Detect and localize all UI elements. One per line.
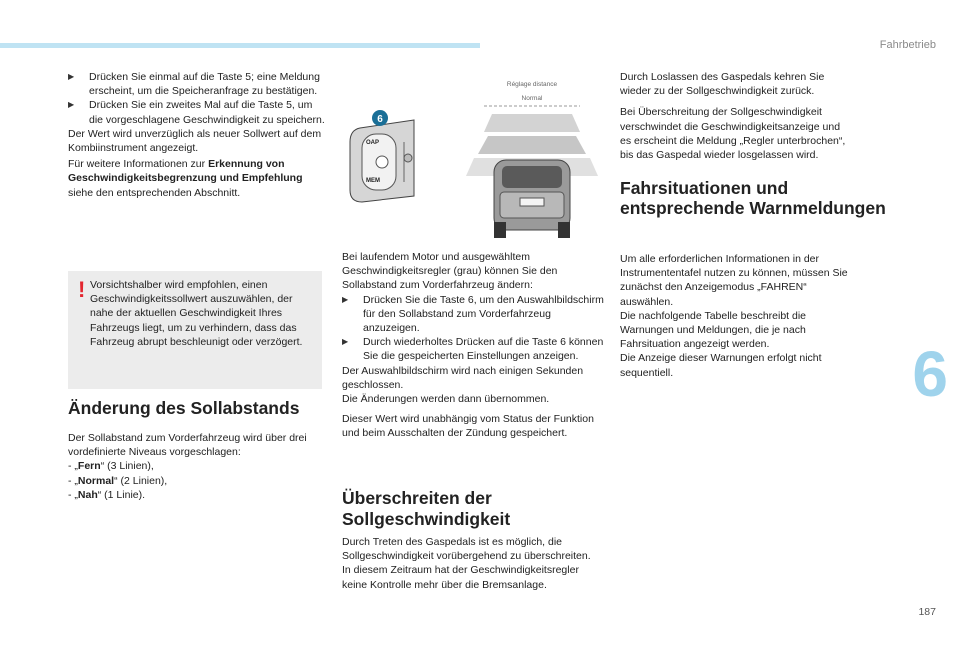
section-heading: Überschreiten der Sollgeschwindigkeit	[342, 488, 511, 529]
column-1-lower	[68, 431, 326, 502]
paragraph: Der Wert wird unverzüglich als neuer Sollwert auf dem Kombiinstrument angezeigt.	[68, 127, 322, 155]
paragraph: Der Sollabstand zum Vorderfahrzeug wird über drei vordefinierte Niveaus vorgeschlagen:	[68, 432, 307, 459]
button-badge	[372, 110, 388, 126]
note-text: Vorsichtshalber wird empfohlen, einen Geschwindigkeitssollwert auszuwählen, der nahe der aktuellen Geschwindigkeit Ihres Fahrzeugs liegt, um zu verhindern, dass das Fahrzeug abrupt beschleunigt oder verzögert.	[90, 279, 303, 348]
column-2	[342, 250, 604, 441]
chapter-title: Fahrbetrieb	[879, 39, 936, 51]
paragraph: Die Änderungen werden dann übernommen.	[342, 393, 550, 406]
paragraph: In diesem Zeitraum hat der Geschwindigkeitsregler keine Kontrolle mehr über die Bremsanlage.	[342, 564, 579, 591]
distance-display	[466, 76, 598, 242]
arrow-bullet-icon: ▶	[68, 100, 75, 110]
warning-exclamation-icon: !	[78, 277, 86, 302]
column-3	[620, 70, 848, 162]
list-item: ▶ Drücken Sie ein zweites Mal auf die Taste 5, um die vorgeschlagene Geschwindigkeit zu speichern.	[68, 99, 325, 126]
section-heading: Änderung des Sollabstands	[68, 398, 300, 418]
paragraph: Um alle erforderlichen Informationen in der Instrumententafel nutzen zu können, müssen Sie zunächst den Anzeigemodus „FAHREN“ auswählen.	[620, 253, 848, 308]
chapter-number: 6	[912, 338, 948, 410]
list-item: ▶ Durch wiederholtes Drücken auf die Taste 6 können Sie die gespeicherten Einstellungen anzeigen.	[342, 336, 604, 363]
column-2-lower	[342, 535, 604, 592]
list-item: - „Fern“ (3 Linien),	[68, 460, 154, 473]
warning-note	[68, 271, 322, 389]
arrow-bullet-icon: ▶	[342, 294, 349, 304]
arrow-bullet-icon: ▶	[342, 337, 349, 347]
svg-text:Réglage distance: Réglage distance	[506, 81, 558, 88]
top-accent-bar	[0, 43, 480, 48]
paragraph: Die nachfolgende Tabelle beschreibt die Warnungen und Meldungen, die je nach Fahrsituation angezeigt werden.	[620, 309, 807, 351]
paragraph: Der Auswahlbildschirm wird nach einigen Sekunden geschlossen.	[342, 364, 584, 391]
column-1	[68, 70, 326, 200]
paragraph: Bei Überschreitung der Sollgeschwindigkeit verschwindet die Geschwindigkeitsanzeige und es erscheint die Meldung „Regler unterbrochen“, bis das Gaspedal wieder losgelassen wird.	[620, 106, 846, 162]
page-number: 187	[918, 606, 936, 618]
cruise-control-stalk	[350, 120, 414, 202]
paragraph: Durch Loslassen des Gaspedals kehren Sie wieder zu der Sollgeschwindigkeit zurück.	[620, 71, 825, 98]
paragraph: Durch Treten des Gaspedals ist es möglich, die Sollgeschwindigkeit vorübergehend zu überschreiten.	[342, 536, 591, 563]
paragraph: Die Anzeige dieser Warnungen erfolgt nicht sequentiell.	[620, 352, 822, 379]
illustration	[342, 72, 602, 244]
arrow-bullet-icon: ▶	[68, 72, 75, 81]
list-item: ▶ Drücken Sie die Taste 6, um den Auswahlbildschirm für den Sollabstand zum Vorderfahrzeug anzuzeigen.	[342, 293, 604, 335]
svg-text:Normal: Normal	[521, 95, 543, 102]
column-3-lower	[620, 252, 848, 380]
svg-text:OAP: OAP	[366, 140, 380, 146]
list-item: - „Normal“ (2 Linien),	[68, 474, 168, 487]
list-item: - „Nah“ (1 Linie).	[68, 488, 146, 501]
svg-text:MEM: MEM	[366, 178, 380, 184]
paragraph: Bei laufendem Motor und ausgewähltem Geschwindigkeitsregler (grau) können Sie den Sollabstand zum Vorderfahrzeug ändern:	[342, 251, 558, 292]
svg-text:6: 6	[377, 114, 383, 125]
paragraph: Für weitere Informationen zur Erkennung von Geschwindigkeitsbegrenzung und Empfehlung siehe den entsprechenden Abschnitt.	[68, 158, 303, 199]
section-heading: Fahrsituationen und entsprechende Warnmeldungen	[620, 178, 886, 218]
paragraph: Dieser Wert wird unabhängig vom Status der Funktion und beim Ausschalten der Zündung gespeichert.	[342, 413, 594, 440]
list-item: ▶ Drücken Sie einmal auf die Taste 5; eine Meldung erscheint, um die Speicheranfrage zu bestätigen.	[68, 71, 320, 98]
